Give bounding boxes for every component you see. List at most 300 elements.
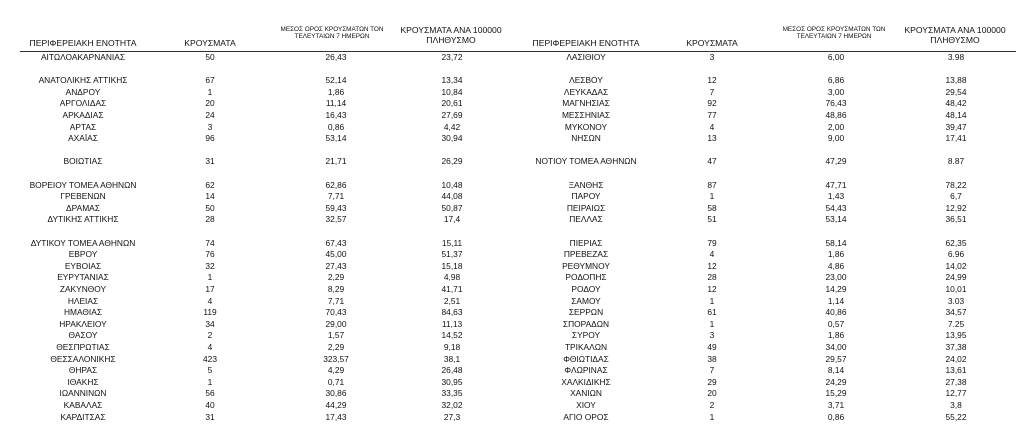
left-cases-cell: 3	[207, 121, 213, 132]
right-region-cell: ΤΡΙΚΑΛΩΝ	[564, 342, 608, 352]
right-cases-cell	[688, 226, 736, 237]
right-region-cell: ΡΟΔΟΥ	[571, 284, 601, 294]
right-cases-cell: 1	[709, 318, 715, 329]
left-region-cell: ΘΑΣΟΥ	[68, 330, 98, 341]
header-cases-right-label: ΚΡΟΥΣΜΑΤΑ	[686, 38, 738, 48]
left-per-cell: 44,08	[441, 191, 463, 202]
left-cases-cell: 2	[207, 330, 213, 341]
left-avg-cell: 7,71	[327, 295, 345, 306]
header-per100k-left-line1: ΚΡΟΥΣΜΑΤΑ ΑΝΑ 100000	[400, 25, 502, 35]
left-region-cell: ΕΥΒΟΙΑΣ	[64, 260, 102, 271]
left-cases-cell: 50	[205, 202, 215, 213]
left-per-cell: 33,35	[441, 388, 463, 399]
table-row	[0, 249, 1024, 260]
left-cases-cell	[190, 145, 230, 156]
right-cases-cell: 20	[707, 388, 717, 399]
left-per-cell	[426, 64, 478, 75]
left-cases-cell: 4	[207, 342, 213, 352]
left-region-cell: ΓΡΕΒΕΝΩΝ	[60, 191, 106, 202]
left-region-cell: ΒΟΡΕΙΟΥ ΤΟΜΕΑ ΑΘΗΝΩΝ	[29, 179, 137, 190]
table-row	[0, 319, 1024, 330]
right-region-cell: ΠΕΙΡΑΙΩΣ	[566, 202, 606, 213]
left-region-cell: ΑΡΤΑΣ	[69, 121, 97, 132]
right-cases-cell: 7	[709, 86, 715, 97]
right-cases-cell: 47	[707, 156, 717, 167]
right-region-cell: ΞΑΝΘΗΣ	[568, 179, 604, 190]
right-region-cell: ΡΕΘΥΜΝΟΥ	[562, 260, 610, 271]
left-cases-cell: 4	[207, 295, 213, 306]
table-row	[0, 226, 1024, 237]
right-cases-cell: 12	[707, 284, 717, 294]
left-region-cell: ΗΜΑΘΙΑΣ	[63, 307, 103, 318]
left-cases-cell: 17	[205, 284, 215, 294]
left-per-cell: 15,18	[441, 260, 463, 271]
right-avg-cell: 4,86	[827, 260, 845, 271]
right-region-cell: ΜΥΚΟΝΟΥ	[564, 121, 608, 132]
left-cases-cell	[190, 168, 230, 179]
right-per-cell: 48,14	[945, 110, 967, 120]
right-cases-cell: 1	[709, 295, 715, 306]
right-region-cell: ΦΘΙΩΤΙΔΑΣ	[563, 353, 609, 364]
header-avg-right-line2: ΤΕΛΕΥΤΑΙΩΝ 7 ΗΜΕΡΩΝ	[796, 33, 872, 41]
header-avg-left-line1: ΜΕΣΟΣ ΟΡΟΣ ΚΡΟΥΣΜΑΤΩΝ ΤΟΝ	[280, 26, 384, 33]
left-avg-cell: 62,86	[325, 179, 347, 190]
left-avg-cell: 0,71	[327, 376, 345, 387]
right-avg-cell: 34,00	[825, 342, 847, 352]
table-row	[0, 365, 1024, 376]
left-cases-cell: 423	[203, 353, 217, 364]
table-row	[0, 388, 1024, 399]
left-avg-cell: 70,43	[325, 307, 347, 318]
right-avg-cell: 6,86	[827, 75, 845, 86]
table-row	[0, 400, 1024, 411]
right-avg-cell	[806, 64, 866, 75]
right-per-cell: 8.87	[947, 156, 965, 167]
left-avg-cell: 59,43	[325, 202, 347, 213]
left-avg-cell	[306, 145, 366, 156]
right-cases-cell	[688, 64, 736, 75]
right-region-cell	[530, 226, 642, 237]
left-per-cell: 11,13	[441, 318, 463, 329]
right-cases-cell: 49	[707, 342, 717, 352]
right-region-cell	[530, 145, 642, 156]
left-per-cell: 84,63	[441, 307, 463, 318]
right-avg-cell: 24,29	[825, 376, 847, 387]
left-region-cell: ΖΑΚΥΝΘΟΥ	[59, 284, 107, 294]
right-region-cell: ΧΙΟΥ	[576, 400, 596, 410]
table-row	[0, 412, 1024, 423]
right-cases-cell: 87	[707, 179, 717, 190]
table-row	[0, 330, 1024, 341]
right-region-cell: ΛΑΣΙΘΙΟΥ	[566, 52, 606, 62]
table-row	[0, 342, 1024, 353]
right-per-cell: 29,54	[945, 86, 967, 97]
left-region-cell: ΑΡΚΑΔΙΑΣ	[62, 110, 104, 120]
right-per-cell: 13,61	[945, 365, 967, 376]
left-avg-cell	[306, 64, 366, 75]
right-cases-cell: 28	[707, 272, 717, 283]
left-cases-cell: 56	[205, 388, 215, 399]
table-row	[0, 52, 1024, 63]
right-cases-cell: 1	[709, 191, 715, 202]
right-avg-cell: 23,00	[825, 272, 847, 283]
left-region-cell: ΙΘΑΚΗΣ	[67, 376, 99, 387]
right-cases-cell	[688, 145, 736, 156]
right-avg-cell: 2,00	[827, 121, 845, 132]
left-avg-cell: 0,86	[327, 121, 345, 132]
right-per-cell	[930, 226, 982, 237]
header-region-right-label: ΠΕΡΙΦΕΡΕΙΑΚΗ ΕΝΟΤΗΤΑ	[532, 38, 640, 48]
left-cases-cell: 40	[205, 400, 215, 410]
left-avg-cell: 32,57	[325, 214, 347, 225]
left-per-cell: 4,98	[443, 272, 461, 283]
right-region-cell: ΡΟΔΟΠΗΣ	[565, 272, 607, 283]
right-per-cell	[930, 64, 982, 75]
table-row	[0, 122, 1024, 133]
right-avg-cell	[806, 145, 866, 156]
left-cases-cell: 5	[207, 365, 213, 376]
table-row	[0, 133, 1024, 144]
right-avg-cell	[806, 226, 866, 237]
left-per-cell: 26,48	[441, 365, 463, 376]
right-avg-cell: 1,86	[827, 249, 845, 260]
right-region-cell: ΣΥΡΟΥ	[571, 330, 601, 341]
left-region-cell: ΑΡΓΟΛΙΔΑΣ	[59, 98, 107, 109]
left-per-cell: 20,61	[441, 98, 463, 109]
left-avg-cell: 1,86	[327, 86, 345, 97]
left-avg-cell: 16,43	[325, 110, 347, 120]
right-avg-cell: 29,57	[825, 353, 847, 364]
right-avg-cell: 48,86	[825, 110, 847, 120]
right-cases-cell: 51	[707, 214, 717, 225]
right-avg-cell: 58,14	[825, 237, 847, 248]
table-row	[0, 203, 1024, 214]
left-cases-cell: 74	[205, 237, 215, 248]
left-avg-cell: 1,57	[327, 330, 345, 341]
left-region-cell: ΑΝΔΡΟΥ	[65, 86, 101, 97]
left-region-cell: ΕΒΡΟΥ	[68, 249, 98, 260]
right-region-cell: ΝΟΤΙΟΥ ΤΟΜΕΑ ΑΘΗΝΩΝ	[535, 156, 637, 167]
left-avg-cell: 2,29	[327, 342, 345, 352]
right-cases-cell: 38	[707, 353, 717, 364]
right-per-cell: 48,42	[945, 98, 967, 109]
left-avg-cell: 27,43	[325, 260, 347, 271]
right-region-cell: ΣΑΜΟΥ	[571, 295, 601, 306]
table-row	[0, 87, 1024, 98]
left-per-cell: 51,37	[441, 249, 463, 260]
left-cases-cell: 31	[205, 156, 215, 167]
header-per100k-left-line2: ΠΛΗΘΥΣΜΟ	[426, 34, 476, 45]
right-cases-cell: 4	[709, 249, 715, 260]
right-per-cell: 13,95	[945, 330, 967, 341]
right-avg-cell: 15,29	[825, 388, 847, 399]
right-cases-cell: 7	[709, 365, 715, 376]
table-row	[0, 168, 1024, 179]
right-cases-cell	[688, 168, 736, 179]
left-per-cell: 50,87	[441, 202, 463, 213]
table-row	[0, 156, 1024, 167]
left-region-cell: ΘΗΡΑΣ	[68, 365, 98, 376]
right-avg-cell: 1,86	[827, 330, 845, 341]
right-cases-cell: 12	[707, 260, 717, 271]
left-region-cell	[28, 145, 138, 156]
left-cases-cell: 34	[205, 318, 215, 329]
header-per100k-right-line2: ΠΛΗΘΥΣΜΟ	[930, 34, 980, 45]
right-avg-cell: 76,43	[825, 98, 847, 109]
table-row	[0, 180, 1024, 191]
left-per-cell: 14,52	[441, 330, 463, 341]
right-region-cell: ΛΕΣΒΟΥ	[569, 75, 603, 86]
table-row	[0, 110, 1024, 121]
right-avg-cell: 8,14	[827, 365, 845, 376]
right-region-cell: ΛΕΥΚΑΔΑΣ	[563, 86, 609, 97]
right-region-cell: ΣΠΟΡΑΔΩΝ	[562, 318, 610, 329]
left-cases-cell: 1	[207, 272, 213, 283]
table-row	[0, 64, 1024, 75]
left-per-cell: 9,18	[443, 342, 461, 352]
left-per-cell: 15,11	[441, 237, 463, 248]
right-region-cell: ΣΕΡΡΩΝ	[568, 307, 604, 318]
right-per-cell: 24,99	[945, 272, 967, 283]
left-region-cell: ΗΡΑΚΛΕΙΟΥ	[59, 318, 107, 329]
right-avg-cell: 14,29	[825, 284, 847, 294]
left-cases-cell: 28	[205, 214, 215, 225]
left-region-cell	[28, 168, 138, 179]
header-avg-right-line1: ΜΕΣΟΣ ΟΡΟΣ ΚΡΟΥΣΜΑΤΩΝ ΤΩΝ	[782, 26, 886, 33]
table-row	[0, 377, 1024, 388]
header-per100k-right-line1: ΚΡΟΥΣΜΑΤΑ ΑΝΑ 100000	[904, 25, 1006, 35]
table-row	[0, 284, 1024, 295]
right-cases-cell: 79	[707, 237, 717, 248]
right-per-cell: 6,7	[950, 191, 962, 202]
right-region-cell: ΠΕΛΛΑΣ	[569, 214, 603, 225]
left-cases-cell: 119	[203, 307, 217, 318]
left-region-cell	[28, 226, 138, 237]
right-cases-cell: 3	[709, 330, 715, 341]
right-per-cell: 17,41	[945, 133, 967, 144]
right-region-cell: ΧΑΝΙΩΝ	[570, 388, 602, 399]
table-row	[0, 75, 1024, 86]
table-row	[0, 214, 1024, 225]
left-cases-cell: 50	[205, 52, 215, 62]
left-avg-cell: 4,29	[327, 365, 345, 376]
header-region-left-label: ΠΕΡΙΦΕΡΕΙΑΚΗ ΕΝΟΤΗΤΑ	[29, 38, 137, 48]
right-cases-cell: 3	[709, 52, 715, 62]
left-cases-cell: 14	[205, 191, 215, 202]
left-per-cell: 32,02	[441, 400, 463, 410]
left-avg-cell: 7,71	[327, 191, 345, 202]
left-region-cell: ΚΑΒΑΛΑΣ	[63, 400, 103, 410]
right-per-cell: 12,77	[945, 388, 967, 399]
left-per-cell: 13,34	[441, 75, 463, 86]
left-cases-cell	[190, 64, 230, 75]
left-cases-cell: 32	[205, 260, 215, 271]
right-per-cell: 14,02	[945, 260, 967, 271]
right-per-cell: 62,35	[945, 237, 967, 248]
left-avg-cell: 53,14	[325, 133, 347, 144]
left-region-cell: ΘΕΣΣΑΛΟΝΙΚΗΣ	[50, 353, 116, 364]
right-avg-cell: 47,71	[825, 179, 847, 190]
right-per-cell: 78,22	[945, 179, 967, 190]
left-region-cell: ΘΕΣΠΡΩΤΙΑΣ	[56, 342, 110, 352]
left-region-cell: ΑΝΑΤΟΛΙΚΗΣ ΑΤΤΙΚΗΣ	[38, 75, 128, 86]
right-avg-cell: 3,00	[827, 86, 845, 97]
right-cases-cell: 13	[707, 133, 717, 144]
left-avg-cell: 44,29	[325, 400, 347, 410]
left-region-cell: ΚΑΡΔΙΤΣΑΣ	[60, 411, 106, 422]
table-row	[0, 238, 1024, 249]
left-region-cell: ΔΡΑΜΑΣ	[66, 202, 100, 213]
right-per-cell: 24,02	[945, 353, 967, 364]
left-cases-cell: 20	[205, 98, 215, 109]
left-per-cell: 41,71	[441, 284, 463, 294]
left-cases-cell	[190, 226, 230, 237]
table-row	[0, 261, 1024, 272]
left-avg-cell: 21,71	[325, 156, 347, 167]
left-per-cell: 38,1	[443, 353, 461, 364]
left-per-cell: 26,29	[441, 156, 463, 167]
right-region-cell: ΜΑΓΝΗΣΙΑΣ	[562, 98, 610, 109]
left-cases-cell: 24	[205, 110, 215, 120]
right-region-cell: ΧΑΛΚΙΔΙΚΗΣ	[561, 376, 611, 387]
right-per-cell: 55,22	[945, 411, 967, 422]
left-avg-cell	[306, 226, 366, 237]
right-avg-cell: 9,00	[827, 133, 845, 144]
table-row	[0, 191, 1024, 202]
right-per-cell: 10,01	[945, 284, 967, 294]
right-region-cell: ΜΕΣΣΗΝΙΑΣ	[561, 110, 611, 120]
right-region-cell	[530, 168, 642, 179]
left-avg-cell: 67,43	[325, 237, 347, 248]
left-per-cell: 23,72	[441, 52, 463, 62]
left-avg-cell: 30,86	[325, 388, 347, 399]
right-per-cell: 34,57	[945, 307, 967, 318]
left-avg-cell: 8,29	[327, 284, 345, 294]
left-region-cell: ΑΙΤΩΛΟΑΚΑΡΝΑΝΙΑΣ	[40, 52, 126, 62]
right-cases-cell: 4	[709, 121, 715, 132]
right-avg-cell: 0,57	[827, 318, 845, 329]
right-avg-cell: 1,43	[827, 191, 845, 202]
left-cases-cell: 1	[207, 376, 213, 387]
left-per-cell	[426, 226, 478, 237]
left-region-cell: ΑΧΑΪΑΣ	[68, 133, 98, 144]
right-region-cell: ΑΓΙΟ ΟΡΟΣ	[563, 411, 609, 422]
right-avg-cell: 54,43	[825, 202, 847, 213]
left-region-cell: ΙΩΑΝΝΙΝΩΝ	[59, 388, 107, 399]
left-per-cell: 27,69	[441, 110, 463, 120]
right-cases-cell: 29	[707, 376, 717, 387]
right-per-cell: 36,51	[945, 214, 967, 225]
right-avg-cell: 3,71	[827, 400, 845, 410]
right-region-cell: ΠΡΕΒΕΖΑΣ	[563, 249, 609, 260]
left-cases-cell: 76	[205, 249, 215, 260]
right-region-cell	[530, 64, 642, 75]
right-avg-cell: 40,86	[825, 307, 847, 318]
right-region-cell: ΦΛΩΡΙΝΑΣ	[564, 365, 608, 376]
right-per-cell: 6.96	[947, 249, 965, 260]
right-region-cell: ΝΗΣΩΝ	[571, 133, 601, 144]
left-per-cell: 2,51	[443, 295, 461, 306]
right-per-cell: 39,47	[945, 121, 967, 132]
left-per-cell	[426, 168, 478, 179]
right-per-cell: 3.98	[947, 52, 965, 62]
left-region-cell: ΔΥΤΙΚΗΣ ΑΤΤΙΚΗΣ	[47, 214, 119, 225]
right-per-cell: 3.03	[947, 295, 965, 306]
left-avg-cell: 323,57	[323, 353, 349, 364]
right-cases-cell: 61	[707, 307, 717, 318]
left-avg-cell: 17,43	[325, 411, 347, 422]
right-per-cell: 3,8	[950, 400, 962, 410]
left-per-cell: 10,84	[441, 86, 463, 97]
right-per-cell: 12,92	[945, 202, 967, 213]
right-avg-cell: 53,14	[825, 214, 847, 225]
header-cases-left-label: ΚΡΟΥΣΜΑΤΑ	[184, 38, 236, 48]
right-cases-cell: 92	[707, 98, 717, 109]
left-per-cell: 17,4	[443, 214, 461, 225]
right-cases-cell: 12	[707, 75, 717, 86]
left-cases-cell: 62	[205, 179, 215, 190]
left-per-cell: 10,48	[441, 179, 463, 190]
left-per-cell	[426, 145, 478, 156]
left-cases-cell: 31	[205, 411, 215, 422]
table-row	[0, 307, 1024, 318]
right-region-cell: ΠΑΡΟΥ	[571, 191, 601, 202]
right-cases-cell: 77	[707, 110, 717, 120]
right-avg-cell: 0,86	[827, 411, 845, 422]
left-per-cell: 30,94	[441, 133, 463, 144]
left-per-cell: 27,3	[443, 411, 461, 422]
table-row	[0, 354, 1024, 365]
left-region-cell: ΒΟΙΩΤΙΑΣ	[63, 156, 103, 167]
left-region-cell: ΔΥΤΙΚΟΥ ΤΟΜΕΑ ΑΘΗΝΩΝ	[30, 237, 136, 248]
right-per-cell: 7.25	[947, 318, 965, 329]
right-per-cell: 37,38	[945, 342, 967, 352]
left-avg-cell: 2,29	[327, 272, 345, 283]
right-region-cell: ΠΙΕΡΙΑΣ	[569, 237, 603, 248]
right-per-cell: 27,38	[945, 376, 967, 387]
right-per-cell: 13,88	[945, 75, 967, 86]
right-avg-cell: 6,00	[827, 52, 845, 62]
left-cases-cell: 96	[205, 133, 215, 144]
header-avg-left-line2: ΤΕΛΕΥΤΑΙΩΝ 7 ΗΜΕΡΩΝ	[294, 33, 370, 41]
right-avg-cell: 1,14	[827, 295, 845, 306]
left-per-cell: 30,95	[441, 376, 463, 387]
left-avg-cell: 52,14	[325, 75, 347, 86]
left-cases-cell: 67	[205, 75, 215, 86]
table-row	[0, 296, 1024, 307]
left-avg-cell: 26,43	[325, 52, 347, 62]
left-avg-cell	[306, 168, 366, 179]
right-cases-cell: 58	[707, 202, 717, 213]
right-per-cell	[930, 168, 982, 179]
table-row	[0, 272, 1024, 283]
left-cases-cell: 1	[207, 86, 213, 97]
right-avg-cell: 47,29	[825, 156, 847, 167]
right-avg-cell	[806, 168, 866, 179]
table-row	[0, 145, 1024, 156]
left-region-cell	[28, 64, 138, 75]
left-avg-cell: 45,00	[325, 249, 347, 260]
table-row	[0, 98, 1024, 109]
right-cases-cell: 1	[709, 411, 715, 422]
right-per-cell	[930, 145, 982, 156]
left-region-cell: ΗΛΕΙΑΣ	[67, 295, 99, 306]
left-region-cell: ΕΥΡΥΤΑΝΙΑΣ	[57, 272, 109, 283]
right-cases-cell: 2	[709, 400, 715, 410]
left-per-cell: 4,42	[443, 121, 461, 132]
left-avg-cell: 11,14	[325, 98, 347, 109]
left-avg-cell: 29,00	[325, 318, 347, 329]
